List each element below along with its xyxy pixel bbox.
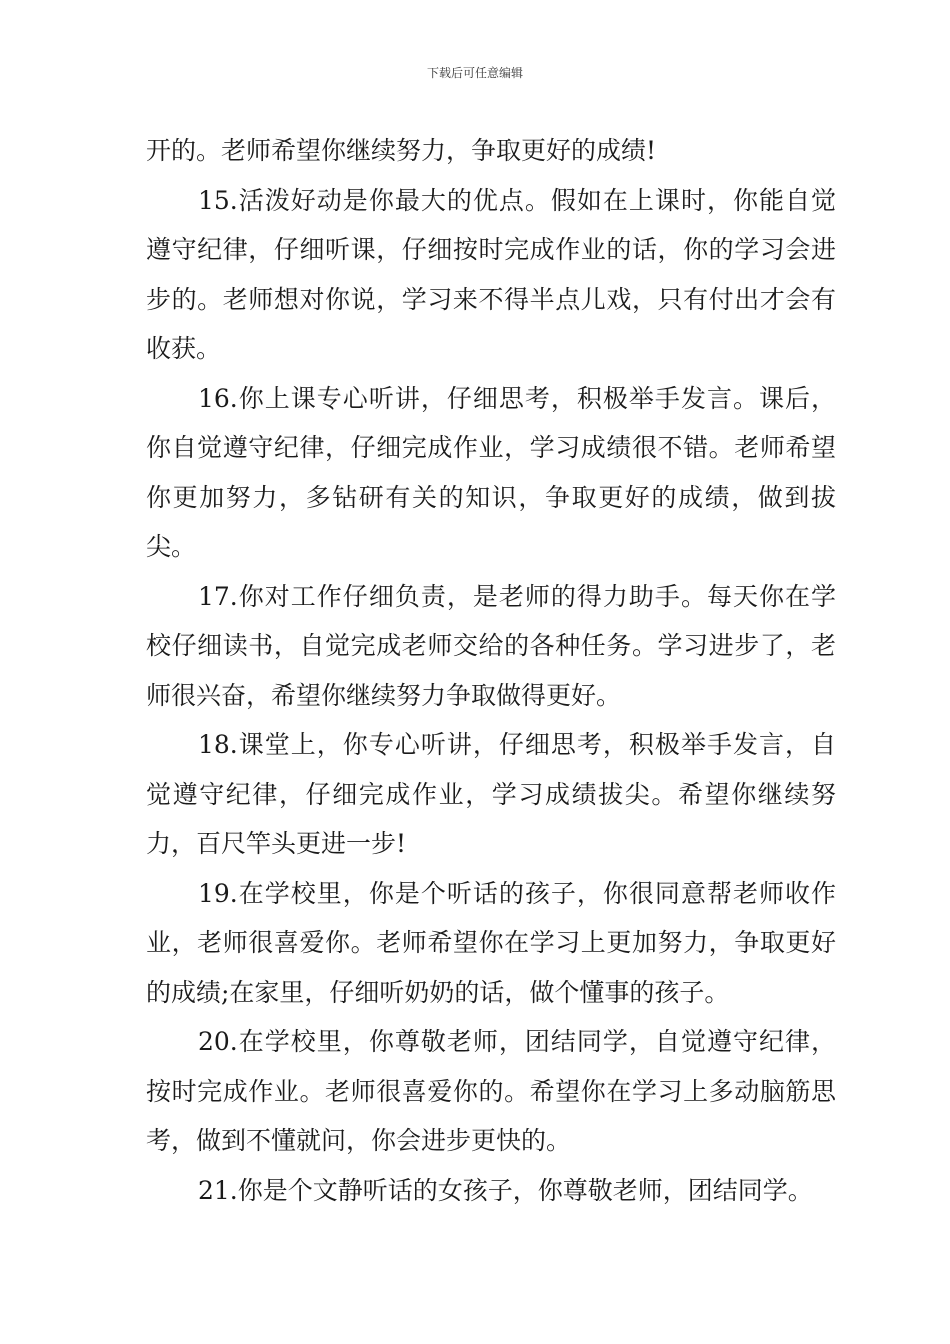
paragraph-item-15: 15.活泼好动是你最大的优点。假如在上课时，你能自觉遵守纪律，仔细听课，仔细按时完成作业的话，你的学习会进步的。老师想对你说，学习来不得半点儿戏，只有付出才会有收获。 bbox=[146, 185, 836, 363]
paragraph-item-21: 21.你是个文静听话的女孩子，你尊敬老师，团结同学。 bbox=[198, 1175, 813, 1205]
paragraph-item-20: 20.在学校里，你尊敬老师，团结同学，自觉遵守纪律，按时完成作业。老师很喜爱你的。希望你在学习上多动脑筋思考，做到不懂就问，你会进步更快的。 bbox=[146, 1027, 836, 1155]
paragraph-item-16: 16.你上课专心听讲，仔细思考，积极举手发言。课后，你自觉遵守纪律，仔细完成作业，学习成绩很不错。老师希望你更加努力，多钻研有关的知识，争取更好的成绩，做到拔尖。 bbox=[146, 383, 836, 561]
paragraph-item-19: 19.在学校里，你是个听话的孩子，你很同意帮老师收作业，老师很喜爱你。老师希望你在学习上更加努力，争取更好的成绩;在家里，仔细听奶奶的话，做个懂事的孩子。 bbox=[146, 878, 836, 1007]
paragraph-item-17: 17.你对工作仔细负责，是老师的得力助手。每天你在学校仔细读书，自觉完成老师交给的各种任务。学习进步了，老师很兴奋，希望你继续努力争取做得更好。 bbox=[146, 581, 836, 710]
document-body bbox=[146, 126, 836, 1215]
paragraph-item-18: 18.课堂上，你专心听讲，仔细思考，积极举手发言，自觉遵守纪律，仔细完成作业，学习成绩拔尖。希望你继续努力，百尺竿头更进一步! bbox=[146, 730, 836, 858]
paragraph-continuation: 开的。老师希望你继续努力，争取更好的成绩! bbox=[146, 136, 657, 165]
page-header-note: 下载后可任意编辑 bbox=[426, 66, 523, 80]
